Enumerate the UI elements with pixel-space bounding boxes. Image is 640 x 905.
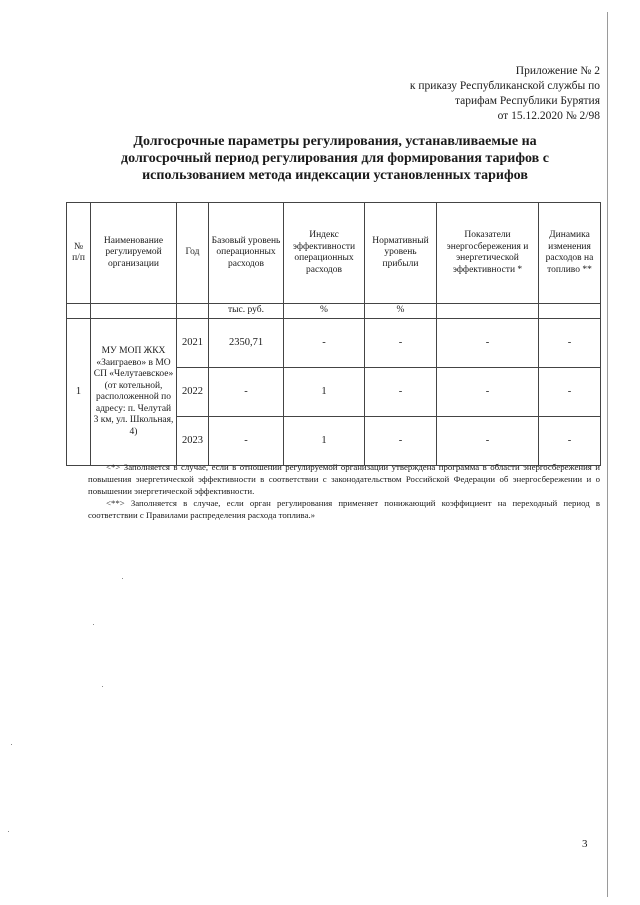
header-efficiency-index: Индекс эффективности операционных расходов [284, 203, 365, 304]
cell-energy: - [437, 368, 539, 417]
header-energy-saving: Показатели энергосбережения и энергетической эффективности * [437, 203, 539, 304]
cell-base: - [209, 417, 284, 466]
scan-speck [122, 578, 123, 579]
header-year: Год [177, 203, 209, 304]
cell-year: 2023 [177, 417, 209, 466]
appendix-line-2: к приказу Республиканской службы по [409, 80, 600, 92]
cell-energy: - [437, 319, 539, 368]
scan-speck [11, 744, 12, 745]
cell-energy: - [437, 417, 539, 466]
row-number: 1 [67, 319, 91, 466]
appendix-line-1: Приложение № 2 [515, 65, 600, 77]
table-units-row [67, 304, 601, 319]
table-row [67, 319, 601, 368]
cell-profit: - [365, 319, 437, 368]
cell-fuel: - [539, 417, 601, 466]
header-fuel-dynamics: Динамика изменения расходов на топливо ** [539, 203, 601, 304]
cell-profit: - [365, 368, 437, 417]
cell-index: 1 [284, 417, 365, 466]
unit-index: % [284, 304, 365, 319]
document-title: Долгосрочные параметры регулирования, устанавливаемые на долгосрочный период регулирования для формирования тарифов с использованием метода индексации установленных тарифов [121, 134, 549, 183]
header-profit-level: Нормативный уровень прибыли [365, 203, 437, 304]
unit-base: тыс. руб. [209, 304, 284, 319]
cell-year: 2022 [177, 368, 209, 417]
appendix-line-4: от 15.12.2020 № 2/98 [497, 110, 600, 122]
cell-fuel: - [539, 368, 601, 417]
cell-index: 1 [284, 368, 365, 417]
appendix-line-3: тарифам Республики Бурятия [454, 95, 600, 107]
cell-base: 2350,71 [209, 319, 284, 368]
cell-index: - [284, 319, 365, 368]
footnotes [88, 461, 600, 521]
cell-fuel: - [539, 319, 601, 368]
scan-speck [8, 831, 9, 832]
header-base-costs: Базовый уровень операционных расходов [209, 203, 284, 304]
table-header-row [67, 203, 601, 304]
page-edge-line [607, 12, 608, 897]
header-organization: Наименование регулируемой организации [91, 203, 177, 304]
parameters-table [66, 202, 601, 466]
page-number: 3 [582, 838, 588, 850]
scan-speck [93, 624, 94, 625]
appendix-header [300, 64, 600, 124]
scan-speck [102, 686, 103, 687]
cell-profit: - [365, 417, 437, 466]
unit-profit: % [365, 304, 437, 319]
organization-name: МУ МОП ЖКХ «Заиграево» в МО СП «Челутаевское» (от котельной, расположенной по адресу: п. Челутай 3 км, ул. Школьная, 4) [91, 319, 177, 466]
cell-base: - [209, 368, 284, 417]
footnote-1: <*> Заполняется в случае, если в отношении регулируемой организации утверждена программа в области энергосбережения и повышения энергетической эффективности в соответствии с законодательством Российской Федерации об энергосбережении и о повышении энергетической эффективности. [88, 462, 600, 496]
header-number: № п/п [67, 203, 91, 304]
footnote-2: <**> Заполняется в случае, если орган регулирования применяет понижающий коэффициент на переходный период в соответствии с Правилами распределения расхода топлива.» [88, 498, 600, 520]
cell-year: 2021 [177, 319, 209, 368]
